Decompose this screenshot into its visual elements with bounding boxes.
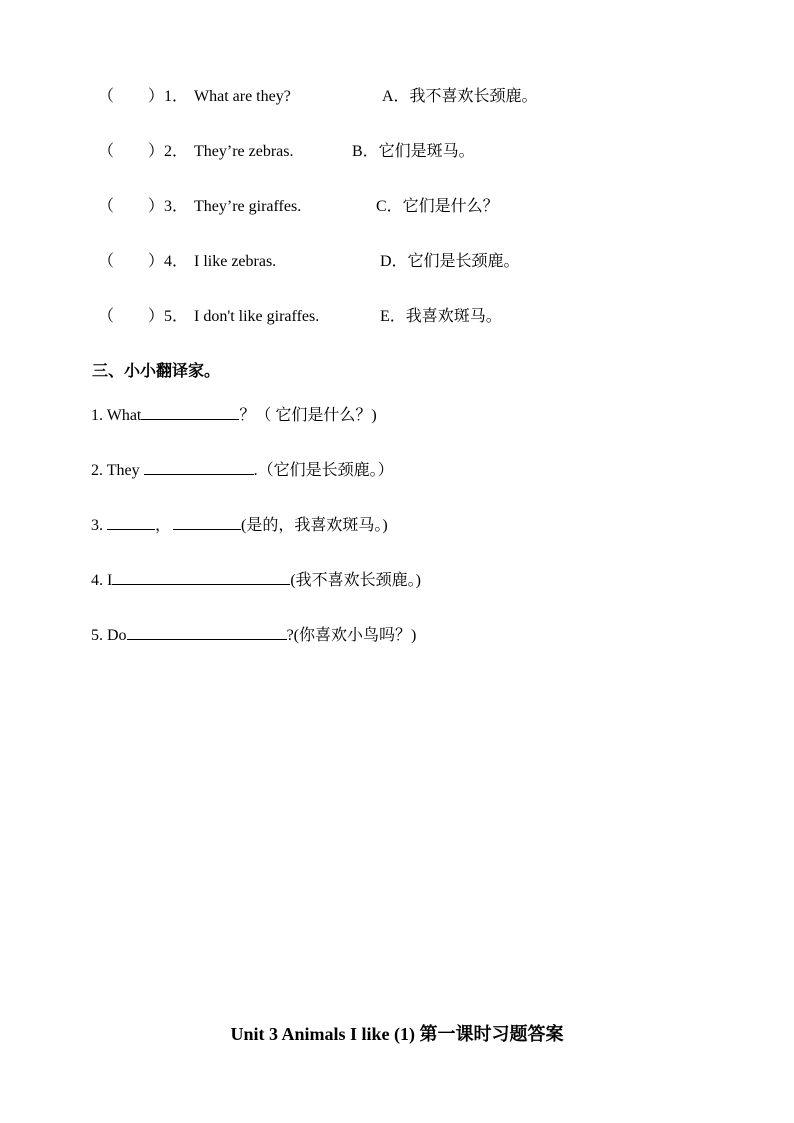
translation-prefix: 2. They — [91, 462, 144, 479]
section-heading-translation: 三、小小翻译家。 — [92, 363, 221, 380]
answer-blank[interactable] — [141, 403, 239, 420]
answer-paren-open: （ — [98, 198, 115, 215]
english-sentence: I like zebras. — [194, 253, 277, 270]
translation-suffix: .（它们是长颈鹿。） — [253, 462, 394, 479]
translation-row-3 — [91, 513, 388, 535]
answer-paren-open: （ — [98, 143, 115, 160]
answer-paren-open: （ — [98, 308, 115, 325]
item-number: 5． — [164, 308, 189, 325]
answer-paren-close: ） — [148, 198, 165, 215]
chinese-option: C．它们是什么？ — [376, 198, 499, 215]
chinese-option: A．我不喜欢长颈鹿。 — [382, 88, 538, 105]
translation-suffix: (是的，我喜欢斑马。) — [241, 517, 388, 534]
item-number: 2． — [164, 143, 189, 160]
translation-row-5 — [91, 623, 416, 645]
translation-prefix: 1. What — [91, 407, 142, 424]
answer-paren-close: ） — [148, 88, 165, 105]
answer-blank[interactable] — [107, 513, 155, 530]
translation-row-4 — [91, 568, 421, 590]
answer-key-title: Unit 3 Animals I like (1) 第一课时习题答案 — [230, 1024, 564, 1044]
english-sentence: They’re giraffes. — [194, 198, 302, 215]
translation-prefix: 3. — [91, 517, 107, 534]
chinese-option: B．它们是斑马。 — [352, 143, 475, 160]
answer-paren-close: ） — [148, 308, 165, 325]
english-sentence: What are they? — [194, 88, 291, 105]
translation-row-1 — [91, 403, 377, 425]
translation-row-2 — [91, 458, 394, 480]
translation-suffix: (我不喜欢长颈鹿。) — [290, 572, 421, 589]
answer-blank[interactable] — [173, 513, 241, 530]
answer-paren-close: ） — [148, 143, 165, 160]
answer-blank[interactable] — [144, 458, 254, 475]
translation-suffix: ？（ 它们是什么？) — [239, 407, 377, 424]
english-sentence: I don't like giraffes. — [194, 308, 320, 325]
answer-paren-open: （ — [98, 88, 115, 105]
chinese-option: E．我喜欢斑马。 — [380, 308, 502, 325]
translation-separator: ， — [155, 517, 172, 534]
english-sentence: They’re zebras. — [194, 143, 294, 160]
item-number: 4． — [164, 253, 189, 270]
answer-blank[interactable] — [112, 568, 290, 585]
item-number: 1． — [164, 88, 189, 105]
answer-blank[interactable] — [127, 623, 287, 640]
answer-paren-open: （ — [98, 253, 115, 270]
answer-paren-close: ） — [148, 253, 165, 270]
translation-prefix: 5. Do — [91, 627, 127, 644]
translation-suffix: ?(你喜欢小鸟吗？) — [286, 627, 417, 644]
item-number: 3． — [164, 198, 189, 215]
translation-prefix: 4. I — [91, 572, 113, 589]
chinese-option: D．它们是长颈鹿。 — [380, 253, 520, 270]
